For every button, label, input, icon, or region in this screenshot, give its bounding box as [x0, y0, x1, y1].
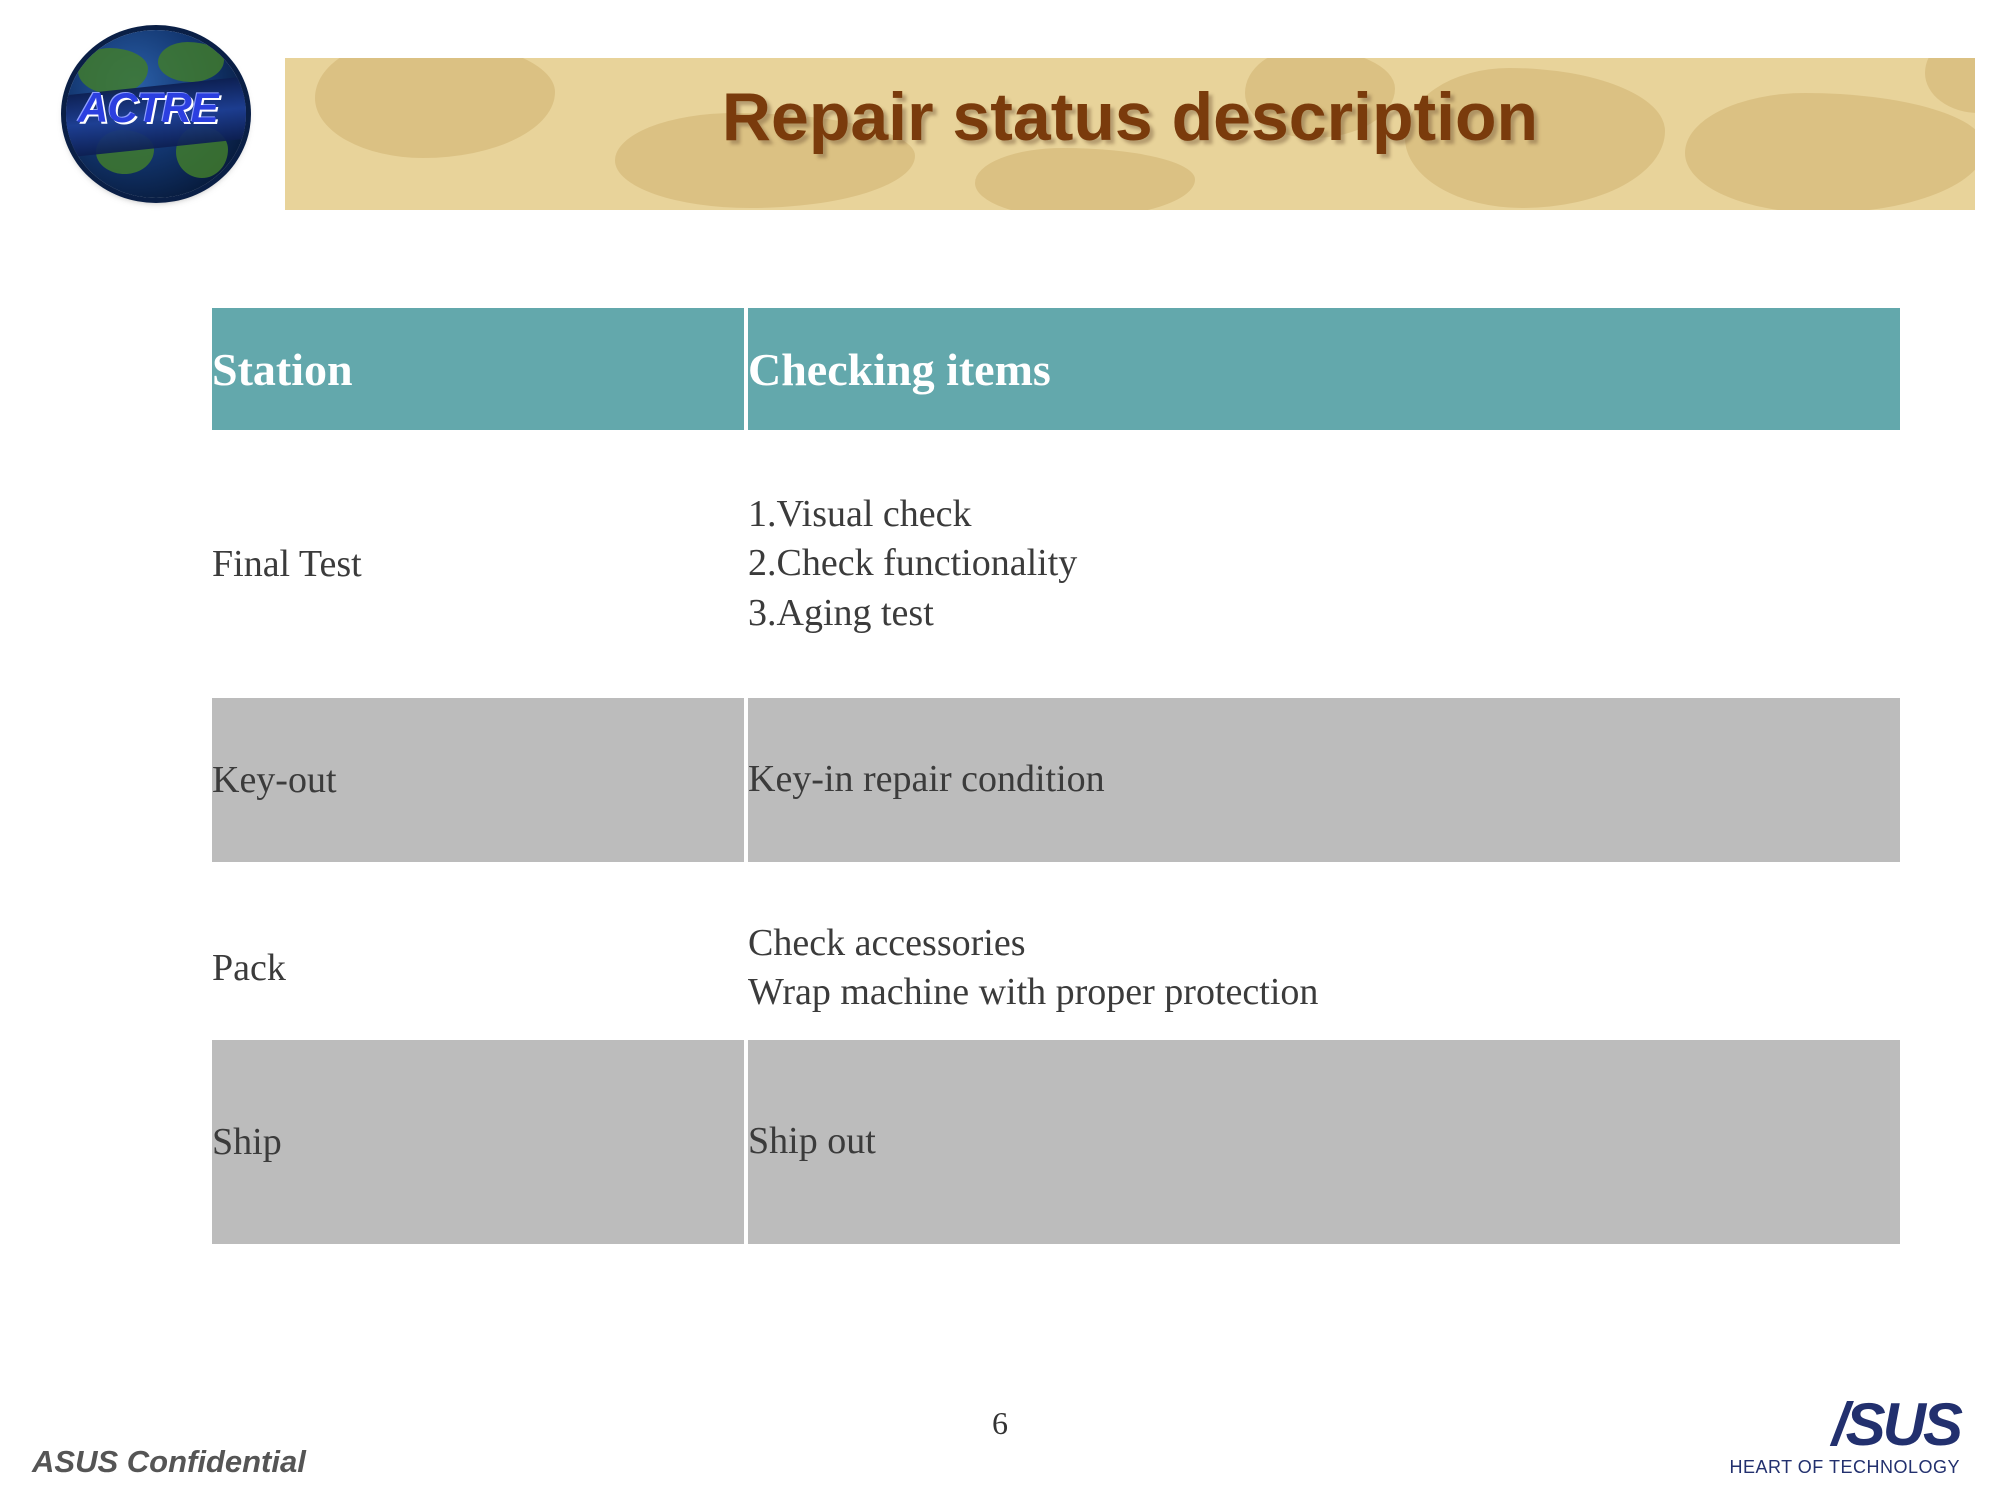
station-cell: Final Test [212, 464, 744, 664]
actre-logo [58, 22, 256, 204]
checking-items-cell [748, 698, 1900, 862]
world-map-decoration [975, 148, 1195, 210]
row-spacer [212, 664, 1900, 698]
repair-status-table [212, 308, 1900, 1244]
row-spacer [212, 862, 1900, 896]
page-number: 6 [992, 1405, 1008, 1441]
table-row [212, 698, 1900, 862]
checking-item: 1.Visual check [748, 492, 972, 535]
checking-item: Ship out [748, 1120, 876, 1163]
checking-item: Check accessories [748, 921, 1026, 964]
globe-landmass [158, 42, 224, 82]
checking-items-cell [748, 464, 1900, 664]
checking-items-cell [748, 1040, 1900, 1244]
checking-item: Key-in repair condition [748, 758, 1105, 801]
table-row [212, 1040, 1900, 1244]
slide-title: Repair status description [721, 79, 1539, 155]
row-spacer [212, 430, 1900, 464]
checking-items-cell [748, 896, 1900, 1040]
table-header-row [212, 308, 1900, 430]
checking-item: 2.Check functionality [748, 542, 1078, 585]
checking-item: 3.Aging test [748, 591, 934, 634]
station-cell: Key-out [212, 698, 744, 862]
checking-item: Wrap machine with proper protection [748, 971, 1319, 1013]
station-cell: Ship [212, 1040, 744, 1244]
table-row [212, 464, 1900, 664]
asus-wordmark: /SUS [1831, 1391, 1960, 1458]
station-cell: Pack [212, 896, 744, 1040]
table-row [212, 896, 1900, 1040]
column-header-checking-items: Checking items [748, 308, 1900, 430]
column-header-station: Station [212, 308, 744, 430]
asus-logo [1729, 1391, 1960, 1478]
logo-wordmark: ACTRE [78, 84, 218, 131]
confidentiality-notice: ASUS Confidential [32, 1444, 306, 1479]
asus-tagline: HEART OF TECHNOLOGY [1729, 1457, 1960, 1477]
